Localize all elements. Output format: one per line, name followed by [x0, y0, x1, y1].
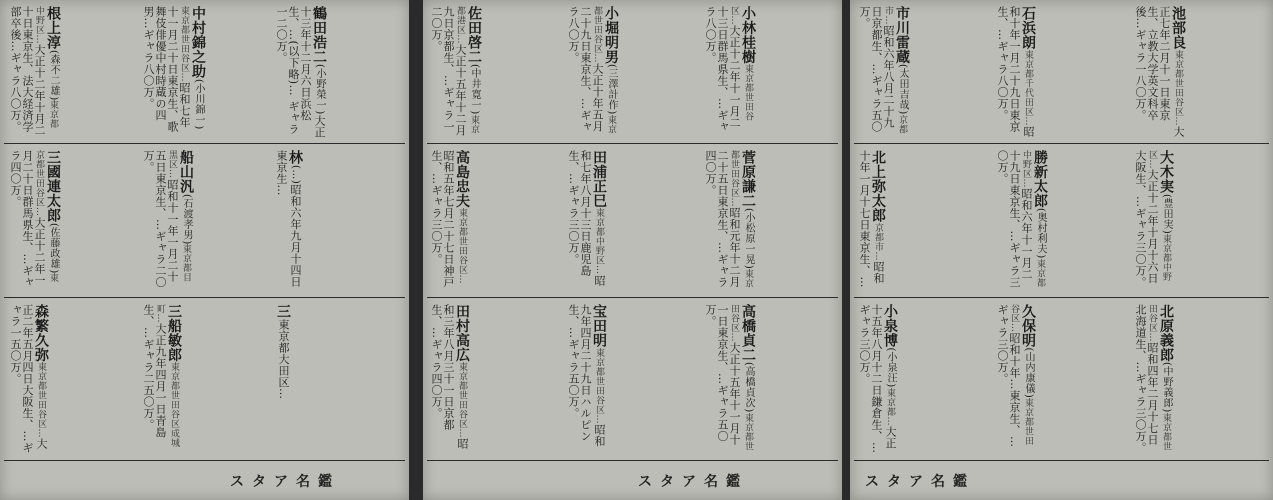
star-address: 東京都世田谷区… — [36, 362, 46, 438]
star-bio: 大正十二年一月二十日群馬県生、…ギャラ四〇万。 — [9, 150, 46, 288]
star-bio: 大正十五年十二月九日京都生、…ギャラ一二〇万。 — [430, 6, 467, 136]
footer-title: スタア名鑑 — [865, 474, 975, 490]
star-name: 田浦正巳 — [591, 150, 607, 208]
row-divider — [854, 460, 1269, 461]
star-name: 北原義郎 — [1158, 304, 1174, 362]
star-reading: (佐藤政雄) — [48, 222, 59, 274]
star-bio: 昭和十年…東京生、…ギャラ三〇万。 — [996, 304, 1021, 448]
star-name: 高橋貞二 — [740, 304, 756, 362]
star-bio: 大正二年五月四日大阪生、…ギャラ一五〇万。 — [9, 304, 48, 454]
star-bio: 昭和五年七月二十七日神戸生、…ギャラ三〇万。 — [430, 150, 455, 288]
footer-title: スタア名鑑 — [638, 474, 748, 490]
star-entry — [855, 304, 993, 454]
entry-row — [427, 150, 838, 290]
entry-row — [854, 304, 1269, 454]
star-bio: 昭和四年二月十七日北海道生、…ギャラ三〇万。 — [1134, 304, 1159, 454]
row-divider — [4, 460, 405, 461]
star-reading: (山内康儀) — [1023, 347, 1034, 399]
star-address: 京都市… — [873, 222, 883, 261]
star-entry — [701, 6, 838, 138]
star-bio: 大正九年四月一日青島生、…ギャラ二五〇万。 — [142, 304, 167, 438]
star-entry — [855, 6, 993, 138]
star-bio: 昭和七年八月十三日鹿児島生、…ギャラ三〇万。 — [567, 150, 606, 286]
star-reading: (三澤計作) — [606, 64, 617, 115]
star-entry — [6, 150, 139, 290]
row-divider — [427, 460, 838, 461]
star-bio: 昭和六年八月二十九日京都生、…ギャラ五〇万。 — [858, 6, 895, 133]
star-reading: (…) — [290, 164, 301, 184]
star-reading: (森不二雄) — [48, 49, 59, 101]
star-entry — [1131, 6, 1269, 138]
star-address: 東京都… — [885, 387, 895, 426]
entry-row — [427, 304, 838, 454]
row-divider — [4, 297, 405, 298]
star-name: 林 — [287, 150, 303, 165]
star-address: 東京都千代田区… — [1023, 49, 1033, 126]
star-address: 東京都世田谷区… — [1173, 49, 1183, 126]
star-address: 東京都世田谷区… — [594, 347, 604, 424]
star-address: 東京都中野区… — [1147, 150, 1171, 282]
star-name: 三國連太郎 — [45, 150, 61, 223]
page-right — [850, 0, 1273, 500]
row-divider — [854, 297, 1269, 298]
star-address: 東京都世田谷区… — [457, 208, 467, 284]
star-name: 石浜朗 — [1020, 6, 1036, 50]
page-left — [0, 0, 409, 500]
star-address: 東京都世田谷区… — [457, 362, 467, 438]
star-bio: 大正十五年十一月十一日東京生、…ギャラ五〇万。 — [704, 304, 741, 446]
entry-row — [4, 304, 405, 454]
star-bio: 大正十年五月二十九日東京生、…ギャラ八〇万。 — [567, 6, 604, 133]
star-bio: 昭和三年八月三十一日京都生、…ギャラ四〇万。 — [430, 304, 469, 450]
star-name: 三船敏郎 — [166, 304, 182, 362]
star-reading: (高橋貞次) — [743, 362, 754, 413]
star-bio: 大正七年二月十一日東京生、立教大学英文科卒後…ギャラ一八〇万。 — [1134, 6, 1185, 137]
star-name: 小泉博 — [882, 304, 898, 348]
star-reading: (太田吉哉) — [897, 64, 908, 115]
star-entry — [701, 150, 838, 290]
star-bio: 昭和六年九月十四日東京生… — [275, 150, 302, 288]
star-address: 東京都世田谷区… — [729, 304, 753, 451]
star-entry — [272, 150, 405, 290]
star-entry — [564, 6, 701, 138]
star-bio: 昭和六年十一月二十九日東京生、…ギャラ三〇万。 — [996, 150, 1033, 288]
star-name: 佐田啓二 — [466, 6, 482, 64]
star-name: 高島忠夫 — [454, 150, 470, 208]
star-reading: (石渡孝男) — [181, 193, 192, 245]
star-name: 久保明 — [1020, 304, 1036, 348]
star-reading: (小野榮一) — [314, 64, 325, 115]
star-name: 小林桂樹 — [740, 6, 756, 64]
star-bio: 東京都大田区… — [277, 318, 290, 399]
star-entry — [855, 150, 993, 290]
star-bio: 昭和元年十二月二十五日東京生、…ギャラ四〇万。 — [704, 150, 741, 288]
star-address: 東京都世田谷区… — [729, 150, 753, 289]
star-entry — [139, 150, 272, 290]
entry-row — [854, 6, 1269, 138]
row-divider — [854, 143, 1269, 144]
star-reading: (小松原一晃) — [743, 208, 754, 270]
star-address: 京都市… — [883, 6, 907, 134]
star-reading: (豊田実) — [1161, 193, 1172, 234]
star-entry — [139, 304, 272, 454]
star-entry — [993, 6, 1131, 138]
page-footer — [423, 465, 842, 495]
star-entry — [993, 304, 1131, 454]
star-address: 東京都目黒区… — [167, 150, 191, 283]
star-entry — [564, 304, 701, 454]
star-bio: 大正十二年十月十六日大阪生、…ギャラ三〇万。 — [1134, 150, 1159, 288]
star-bio: 大正十三年十二月六日浜松生、…(以下略)… ギャラ一二〇万。 — [275, 6, 326, 138]
star-address: 東京都世田谷区… — [729, 6, 753, 121]
star-entry — [993, 150, 1131, 290]
star-bio: 昭和十年一月二十九日東京生、…ギャラ八〇万。 — [996, 6, 1035, 137]
star-entry — [427, 6, 564, 138]
star-bio: 昭和九年四月二十九日ハルピン生、…ギャラ五〇万。 — [567, 304, 606, 447]
star-entry — [701, 304, 838, 454]
star-name: 森繁久弥 — [33, 304, 49, 362]
star-address: 東京都中野区… — [1021, 150, 1045, 288]
star-reading: (小泉汪) — [885, 347, 896, 388]
page-gutter — [842, 0, 850, 500]
row-divider — [427, 297, 838, 298]
star-name: 北上弥太郎 — [870, 150, 886, 223]
star-entry — [1131, 150, 1269, 290]
star-address: 東京都世田谷区… — [1147, 304, 1171, 451]
star-entry — [1131, 304, 1269, 454]
star-name: 宝田明 — [591, 304, 607, 348]
star-name: 大木実 — [1158, 150, 1174, 194]
star-address: 東京都世田谷区… — [1009, 304, 1033, 446]
star-bio: 昭和七年十一月二十日東京生、歌舞伎俳優中村時蔵の四男…ギャラ八〇万。 — [142, 6, 191, 133]
star-address: 東京都世田谷区成城町… — [155, 304, 179, 448]
star-reading: (小川錦一) — [193, 78, 204, 130]
star-entry — [272, 304, 405, 454]
row-divider — [427, 143, 838, 144]
page-gutter — [409, 0, 423, 500]
star-name: 勝新太郎 — [1032, 150, 1048, 208]
page-footer — [850, 465, 1273, 495]
page-middle — [423, 0, 842, 500]
star-name: 船山汎 — [178, 150, 194, 194]
entry-row — [4, 6, 405, 138]
star-bio: 大正十二年十一月二十三日群馬県生、…ギャラ八〇万。 — [704, 6, 741, 133]
star-address: 東京都中野区… — [594, 208, 604, 275]
entry-row — [4, 150, 405, 290]
footer-title: スタア名鑑 — [230, 474, 340, 490]
page-footer — [0, 465, 409, 495]
star-bio: 昭和十年一月十七日東京生、… — [858, 150, 885, 288]
star-name: 小堀明男 — [603, 6, 619, 64]
star-bio: 大正十五年八月十二日鎌倉生、…ギャラ三〇万。 — [858, 304, 897, 454]
star-name: 池部良 — [1170, 6, 1186, 50]
star-name: 根上淳 — [45, 6, 61, 50]
star-address: 東京都世田谷区… — [34, 150, 58, 283]
star-name: 鶴田浩二 — [311, 6, 327, 64]
star-entry — [427, 304, 564, 454]
star-entry — [564, 150, 701, 290]
star-bio: 大正十二年十月二十日東京生、法大経済学部卒後…ギャラ八〇万。 — [9, 6, 46, 136]
star-entry — [139, 6, 272, 138]
star-entry — [427, 150, 564, 290]
star-name: 菅原謙二 — [740, 150, 756, 208]
star-address: 東京都港区… — [455, 6, 479, 134]
star-entry — [6, 6, 139, 138]
star-reading: (奥村利夫) — [1035, 208, 1046, 259]
entry-row — [854, 150, 1269, 290]
star-bio: 昭和十一年一月二十五日東京生、…ギャラ二〇万。 — [142, 150, 179, 288]
star-reading: (中野義郎) — [1161, 362, 1172, 413]
star-address: 東京都中野区… — [34, 6, 58, 129]
star-address: 東京都世田谷区… — [592, 6, 616, 134]
row-divider — [4, 143, 405, 144]
star-name: 三 — [275, 304, 291, 319]
star-entry — [272, 6, 405, 138]
star-name: 中村錦之助 — [190, 6, 206, 79]
star-reading: (中井寛一) — [469, 64, 480, 115]
star-entry — [6, 304, 139, 454]
star-name: 市川雷蔵 — [894, 6, 910, 64]
star-address: 東京都世田谷区… — [179, 6, 189, 82]
entry-row — [427, 6, 838, 138]
star-name: 田村高広 — [454, 304, 470, 362]
